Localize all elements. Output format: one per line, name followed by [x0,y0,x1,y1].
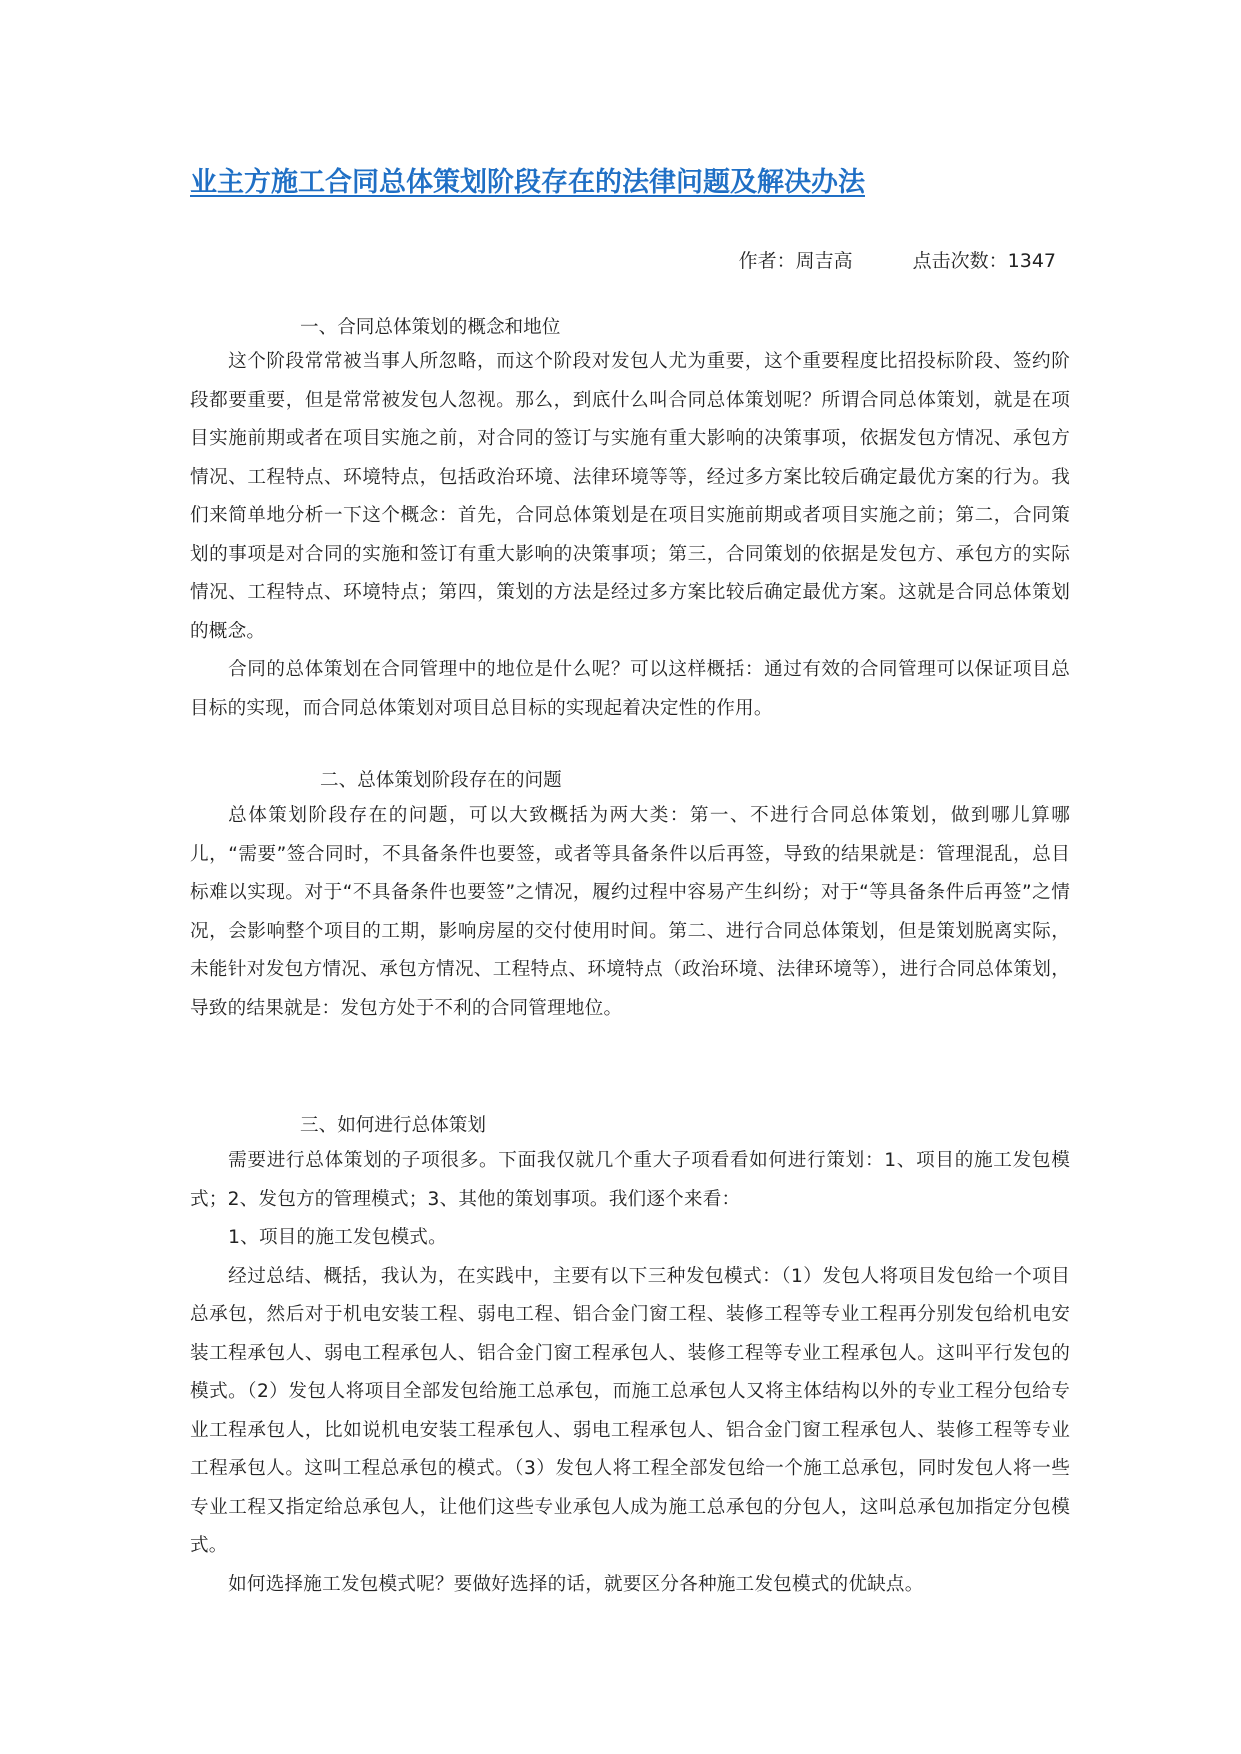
section-3-paragraph-1: 需要进行总体策划的子项很多。下面我仅就几个重大子项看看如何进行策划：1、项目的施工发包模式；2、发包方的管理模式；3、其他的策划事项。我们逐个来看： [190,1150,1070,1210]
section-3-paragraph-2: 经过总结、概括，我认为，在实践中，主要有以下三种发包模式：（1）发包人将项目发包给一个项目总承包，然后对于机电安装工程、弱电工程、铝合金门窗工程、装修工程等专业工程再分别发包给机电安装工程承包人、弱电工程承包人、铝合金门窗工程承包人、装修工程等专业工程承包人。这叫平行发包的模式。（2）发包人将项目全部发包给施工总承包，而施工总承包人又将主体结构以外的专业工程分包给专业工程承包人，比如说机电安装工程承包人、弱电工程承包人、铝合金门窗工程承包人、装修工程等专业工程承包人。这叫工程总承包的模式。（3）发包人将工程全部发包给一个施工总承包，同时发包人将一些专业工程又指定给总承包人，让他们这些专业承包人成为施工总承包的分包人，这叫总承包加指定分包模式。 [190,1265,1070,1556]
section-1-paragraph-1: 这个阶段常常被当事人所忽略，而这个阶段对发包人尤为重要，这个重要程度比招投标阶段、签约阶段都要重要，但是常常被发包人忽视。那么，到底什么叫合同总体策划呢？所谓合同总体策划，就是在项目实施前期或者在项目实施之前，对合同的签订与实施有重大影响的决策事项，依据发包方情况、承包方情况、工程特点、环境特点，包括政治环境、法律环境等等，经过多方案比较后确定最优方案的行为。我们来简单地分析一下这个概念：首先，合同总体策划是在项目实施前期或者项目实施之前；第二，合同策划的事项是对合同的实施和签订有重大影响的决策事项；第三，合同策划的依据是发包方、承包方的实际情况、工程特点、环境特点；第四，策划的方法是经过多方案比较后确定最优方案。这就是合同总体策划的概念。 [190,351,1070,642]
section-3-paragraph-3: 如何选择施工发包模式呢？要做好选择的话，就要区分各种施工发包模式的优缺点。 [228,1573,924,1595]
author-label: 作者：周吉高 [738,250,853,272]
section-3-heading: 三、如何进行总体策划 [300,1115,486,1136]
article-title[interactable]: 业主方施工合同总体策划阶段存在的法律问题及解决办法 [190,167,865,198]
section-2-paragraph-1: 总体策划阶段存在的问题，可以大致概括为两大类：第一、不进行合同总体策划，做到哪儿算哪儿，“需要”签合同时，不具备条件也要签，或者等具备条件以后再签，导致的结果就是：管理混乱，总目标难以实现。对于“不具备条件也要签”之情况，履约过程中容易产生纠纷；对于“等具备条件后再签”之情况，会影响整个项目的工期，影响房屋的交付使用时间。第二、进行合同总体策划，但是策划脱离实际，未能针对发包方情况、承包方情况、工程特点、环境特点（政治环境、法律环境等），进行合同总体策划，导致的结果就是：发包方处于不利的合同管理地位。 [190,805,1070,1019]
section-3-subheading-1: 1、项目的施工发包模式。 [228,1227,447,1248]
section-1-heading: 一、合同总体策划的概念和地位 [300,317,561,338]
section-1-body [190,343,1070,728]
section-3-body [190,1142,1070,1604]
article-meta [739,246,1056,273]
hits-label: 点击次数：1347 [912,250,1056,272]
section-1-paragraph-2: 合同的总体策划在合同管理中的地位是什么呢？可以这样概括：通过有效的合同管理可以保证项目总目标的实现，而合同总体策划对项目总目标的实现起着决定性的作用。 [190,659,1070,719]
section-2-heading: 二、总体策划阶段存在的问题 [320,770,562,791]
section-2-body [190,797,1070,1028]
